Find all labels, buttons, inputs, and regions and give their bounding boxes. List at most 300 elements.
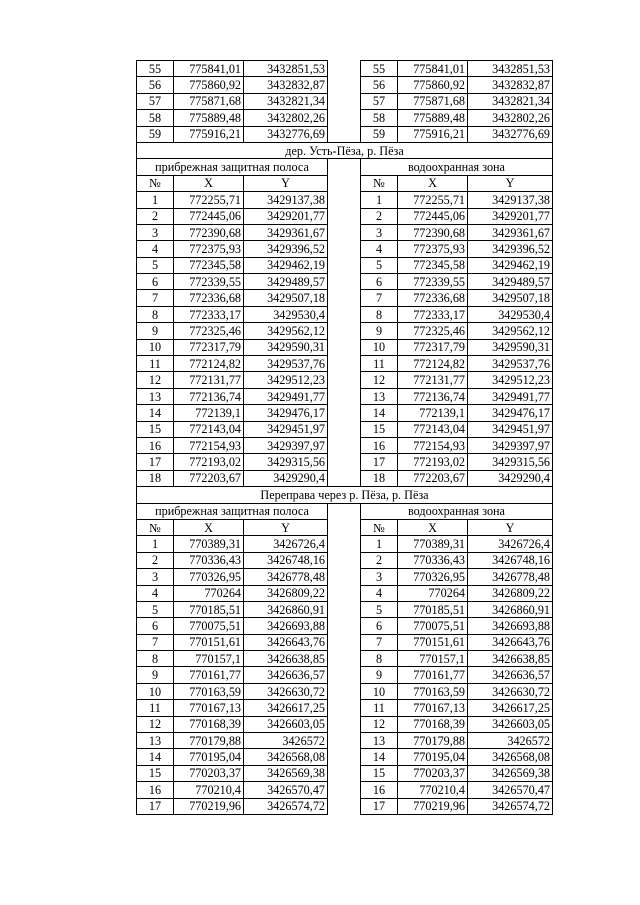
x-coordinate-cell: 770161,77 [174,667,244,683]
point-number-cell: 10 [361,683,398,699]
table-row [137,323,553,339]
x-coordinate-cell: 770264 [398,585,468,601]
y-coordinate-cell: 3429530,4 [244,306,328,322]
point-number-cell: 15 [361,765,398,781]
spacer-cell [328,716,361,732]
y-coordinate-cell: 3426638,85 [468,651,553,667]
point-number-cell: 59 [137,126,174,142]
table-row [137,552,553,568]
y-coordinate-cell: 3429315,56 [468,454,553,470]
zone-label-row [137,159,553,175]
point-number-cell: 13 [137,733,174,749]
x-coordinate-cell: 775860,92 [174,77,244,93]
x-coordinate-cell: 775841,01 [174,61,244,77]
y-coordinate-cell: 3426568,08 [468,749,553,765]
y-coordinate-cell: 3432821,34 [468,93,553,109]
y-coordinate-cell: 3432851,53 [244,61,328,77]
table-row [137,388,553,404]
y-coordinate-cell: 3429537,76 [468,356,553,372]
x-coordinate-cell: 770336,43 [398,552,468,568]
y-coordinate-cell: 3426572 [244,733,328,749]
point-number-cell: 8 [361,306,398,322]
x-coordinate-cell: 772124,82 [174,356,244,372]
section-title: дер. Усть-Пёза, р. Пёза [137,142,553,158]
y-coordinate-cell: 3426809,22 [244,585,328,601]
x-coordinate-cell: 770210,4 [174,782,244,798]
spacer-cell [328,339,361,355]
spacer-cell [328,503,361,519]
point-number-cell: 13 [137,388,174,404]
y-coordinate-cell: 3426603,05 [468,716,553,732]
protective-strip-label: прибрежная защитная полоса [137,503,328,519]
y-coordinate-cell: 3426860,91 [244,601,328,617]
point-number-cell: 6 [137,274,174,290]
table-row [137,274,553,290]
point-number-cell: 11 [361,700,398,716]
x-coordinate-cell: 770179,88 [398,733,468,749]
spacer-cell [328,159,361,175]
table-row [137,569,553,585]
x-coordinate-cell: 772339,55 [174,274,244,290]
column-header-row [137,175,553,191]
column-header: X [174,175,244,191]
point-number-cell: 16 [137,437,174,453]
point-number-cell: 7 [361,290,398,306]
table-row [137,536,553,552]
table-row [137,126,553,142]
x-coordinate-cell: 772255,71 [398,192,468,208]
point-number-cell: 6 [361,274,398,290]
point-number-cell: 14 [137,405,174,421]
y-coordinate-cell: 3432776,69 [468,126,553,142]
point-number-cell: 12 [137,716,174,732]
point-number-cell: 5 [137,257,174,273]
y-coordinate-cell: 3429290,4 [244,470,328,486]
x-coordinate-cell: 775889,48 [398,110,468,126]
y-coordinate-cell: 3426693,88 [244,618,328,634]
y-coordinate-cell: 3426636,57 [468,667,553,683]
point-number-cell: 1 [137,192,174,208]
spacer-cell [328,601,361,617]
x-coordinate-cell: 770203,37 [174,765,244,781]
x-coordinate-cell: 772317,79 [398,339,468,355]
y-coordinate-cell: 3426568,08 [244,749,328,765]
point-number-cell: 12 [361,716,398,732]
point-number-cell: 17 [361,454,398,470]
x-coordinate-cell: 775916,21 [398,126,468,142]
y-coordinate-cell: 3426643,76 [468,634,553,650]
spacer-cell [328,519,361,535]
spacer-cell [328,405,361,421]
y-coordinate-cell: 3429590,31 [468,339,553,355]
point-number-cell: 11 [137,700,174,716]
point-number-cell: 55 [137,61,174,77]
table-row [137,192,553,208]
column-header: № [137,519,174,535]
spacer-cell [328,126,361,142]
y-coordinate-cell: 3429290,4 [468,470,553,486]
x-coordinate-cell: 770336,43 [174,552,244,568]
x-coordinate-cell: 770203,37 [398,765,468,781]
point-number-cell: 18 [137,470,174,486]
x-coordinate-cell: 772390,68 [398,224,468,240]
spacer-cell [328,61,361,77]
y-coordinate-cell: 3429201,77 [244,208,328,224]
point-number-cell: 17 [137,798,174,814]
point-number-cell: 18 [361,470,398,486]
point-number-cell: 4 [361,241,398,257]
spacer-cell [328,388,361,404]
x-coordinate-cell: 770179,88 [174,733,244,749]
point-number-cell: 2 [137,552,174,568]
section-title: Переправа через р. Пёза, р. Пёза [137,487,553,503]
y-coordinate-cell: 3429397,97 [244,437,328,453]
table-row [137,110,553,126]
x-coordinate-cell: 770167,13 [174,700,244,716]
y-coordinate-cell: 3429562,12 [468,323,553,339]
y-coordinate-cell: 3429537,76 [244,356,328,372]
x-coordinate-cell: 772154,93 [398,437,468,453]
y-coordinate-cell: 3429201,77 [468,208,553,224]
point-number-cell: 55 [361,61,398,77]
y-coordinate-cell: 3429491,77 [244,388,328,404]
x-coordinate-cell: 772375,93 [174,241,244,257]
spacer-cell [328,192,361,208]
point-number-cell: 15 [137,421,174,437]
x-coordinate-cell: 770157,1 [398,651,468,667]
point-number-cell: 8 [361,651,398,667]
spacer-cell [328,733,361,749]
spacer-cell [328,470,361,486]
spacer-cell [328,634,361,650]
column-header: Y [244,175,328,191]
spacer-cell [328,356,361,372]
spacer-cell [328,651,361,667]
point-number-cell: 6 [137,618,174,634]
spacer-cell [328,569,361,585]
spacer-cell [328,274,361,290]
y-coordinate-cell: 3429137,38 [468,192,553,208]
x-coordinate-cell: 770326,95 [398,569,468,585]
y-coordinate-cell: 3426570,47 [244,782,328,798]
y-coordinate-cell: 3426603,05 [244,716,328,732]
point-number-cell: 3 [361,224,398,240]
point-number-cell: 1 [361,192,398,208]
zone-label-row [137,503,553,519]
point-number-cell: 7 [361,634,398,650]
y-coordinate-cell: 3429137,38 [244,192,328,208]
spacer-cell [328,110,361,126]
point-number-cell: 4 [361,585,398,601]
table-row [137,798,553,814]
x-coordinate-cell: 772154,93 [174,437,244,453]
y-coordinate-cell: 3426570,47 [468,782,553,798]
y-coordinate-cell: 3429361,67 [244,224,328,240]
spacer-cell [328,765,361,781]
table-row [137,700,553,716]
y-coordinate-cell: 3429491,77 [468,388,553,404]
point-number-cell: 58 [137,110,174,126]
y-coordinate-cell: 3426574,72 [244,798,328,814]
point-number-cell: 13 [361,388,398,404]
x-coordinate-cell: 775841,01 [398,61,468,77]
protective-strip-label: прибрежная защитная полоса [137,159,328,175]
table-row [137,356,553,372]
x-coordinate-cell: 772339,55 [398,274,468,290]
table-row [137,437,553,453]
x-coordinate-cell: 772345,58 [398,257,468,273]
point-number-cell: 9 [361,323,398,339]
point-number-cell: 7 [137,290,174,306]
y-coordinate-cell: 3429512,23 [244,372,328,388]
x-coordinate-cell: 772375,93 [398,241,468,257]
y-coordinate-cell: 3429476,17 [468,405,553,421]
spacer-cell [328,552,361,568]
x-coordinate-cell: 772336,68 [398,290,468,306]
x-coordinate-cell: 775889,48 [174,110,244,126]
section-title-row [137,487,553,503]
y-coordinate-cell: 3429451,97 [468,421,553,437]
spacer-cell [328,224,361,240]
table-row [137,716,553,732]
y-coordinate-cell: 3426726,4 [468,536,553,552]
x-coordinate-cell: 772336,68 [174,290,244,306]
y-coordinate-cell: 3426860,91 [468,601,553,617]
spacer-cell [328,700,361,716]
point-number-cell: 56 [361,77,398,93]
x-coordinate-cell: 770195,04 [174,749,244,765]
y-coordinate-cell: 3429315,56 [244,454,328,470]
point-number-cell: 10 [361,339,398,355]
y-coordinate-cell: 3429489,57 [244,274,328,290]
column-header: X [398,175,468,191]
y-coordinate-cell: 3426617,25 [244,700,328,716]
x-coordinate-cell: 772193,02 [398,454,468,470]
x-coordinate-cell: 770185,51 [174,601,244,617]
y-coordinate-cell: 3426617,25 [468,700,553,716]
x-coordinate-cell: 770161,77 [398,667,468,683]
table-row [137,454,553,470]
x-coordinate-cell: 772390,68 [174,224,244,240]
y-coordinate-cell: 3429530,4 [468,306,553,322]
point-number-cell: 12 [137,372,174,388]
x-coordinate-cell: 772333,17 [174,306,244,322]
x-coordinate-cell: 770151,61 [398,634,468,650]
y-coordinate-cell: 3426726,4 [244,536,328,552]
table-row [137,405,553,421]
point-number-cell: 6 [361,618,398,634]
x-coordinate-cell: 770389,31 [398,536,468,552]
y-coordinate-cell: 3426778,48 [468,569,553,585]
point-number-cell: 14 [361,749,398,765]
table-row [137,618,553,634]
spacer-cell [328,437,361,453]
x-coordinate-cell: 772203,67 [174,470,244,486]
spacer-cell [328,77,361,93]
y-coordinate-cell: 3432802,26 [244,110,328,126]
y-coordinate-cell: 3426693,88 [468,618,553,634]
y-coordinate-cell: 3429462,19 [468,257,553,273]
spacer-cell [328,372,361,388]
y-coordinate-cell: 3429562,12 [244,323,328,339]
column-header: Y [244,519,328,535]
x-coordinate-cell: 772345,58 [174,257,244,273]
spacer-cell [328,306,361,322]
point-number-cell: 5 [137,601,174,617]
spacer-cell [328,618,361,634]
point-number-cell: 14 [361,405,398,421]
x-coordinate-cell: 775860,92 [398,77,468,93]
y-coordinate-cell: 3429451,97 [244,421,328,437]
coordinates-table [136,60,553,815]
point-number-cell: 9 [137,323,174,339]
y-coordinate-cell: 3432821,34 [244,93,328,109]
x-coordinate-cell: 770075,51 [398,618,468,634]
point-number-cell: 16 [361,782,398,798]
x-coordinate-cell: 772445,06 [398,208,468,224]
point-number-cell: 3 [361,569,398,585]
point-number-cell: 5 [361,601,398,617]
y-coordinate-cell: 3426630,72 [468,683,553,699]
y-coordinate-cell: 3429489,57 [468,274,553,290]
spacer-cell [328,683,361,699]
x-coordinate-cell: 770195,04 [398,749,468,765]
spacer-cell [328,257,361,273]
x-coordinate-cell: 770075,51 [174,618,244,634]
y-coordinate-cell: 3429397,97 [468,437,553,453]
column-header: Y [468,519,553,535]
point-number-cell: 9 [137,667,174,683]
spacer-cell [328,782,361,798]
x-coordinate-cell: 770168,39 [398,716,468,732]
y-coordinate-cell: 3432776,69 [244,126,328,142]
point-number-cell: 17 [361,798,398,814]
y-coordinate-cell: 3432802,26 [468,110,553,126]
point-number-cell: 1 [361,536,398,552]
y-coordinate-cell: 3429512,23 [468,372,553,388]
spacer-cell [328,290,361,306]
y-coordinate-cell: 3426569,38 [468,765,553,781]
point-number-cell: 8 [137,651,174,667]
table-row [137,93,553,109]
x-coordinate-cell: 772325,46 [398,323,468,339]
x-coordinate-cell: 772143,04 [174,421,244,437]
y-coordinate-cell: 3429462,19 [244,257,328,273]
y-coordinate-cell: 3429361,67 [468,224,553,240]
y-coordinate-cell: 3432832,87 [244,77,328,93]
x-coordinate-cell: 772131,77 [174,372,244,388]
spacer-cell [328,667,361,683]
point-number-cell: 57 [137,93,174,109]
column-header: № [361,519,398,535]
column-header: № [361,175,398,191]
water-protection-zone-label: водоохранная зона [361,159,553,175]
point-number-cell: 14 [137,749,174,765]
point-number-cell: 4 [137,585,174,601]
table-row [137,224,553,240]
point-number-cell: 57 [361,93,398,109]
spacer-cell [328,749,361,765]
x-coordinate-cell: 770210,4 [398,782,468,798]
y-coordinate-cell: 3426574,72 [468,798,553,814]
x-coordinate-cell: 772317,79 [174,339,244,355]
spacer-cell [328,585,361,601]
table-row [137,782,553,798]
y-coordinate-cell: 3432832,87 [468,77,553,93]
point-number-cell: 2 [361,552,398,568]
x-coordinate-cell: 770163,59 [174,683,244,699]
column-header-row [137,519,553,535]
spacer-cell [328,93,361,109]
y-coordinate-cell: 3429507,18 [244,290,328,306]
table-row [137,667,553,683]
y-coordinate-cell: 3429476,17 [244,405,328,421]
point-number-cell: 15 [361,421,398,437]
table-row [137,765,553,781]
point-number-cell: 8 [137,306,174,322]
table-row [137,634,553,650]
spacer-cell [328,536,361,552]
y-coordinate-cell: 3432851,53 [468,61,553,77]
column-header: X [398,519,468,535]
point-number-cell: 17 [137,454,174,470]
point-number-cell: 2 [137,208,174,224]
x-coordinate-cell: 772136,74 [174,388,244,404]
x-coordinate-cell: 772139,1 [398,405,468,421]
x-coordinate-cell: 772131,77 [398,372,468,388]
point-number-cell: 11 [361,356,398,372]
x-coordinate-cell: 772203,67 [398,470,468,486]
point-number-cell: 2 [361,208,398,224]
point-number-cell: 7 [137,634,174,650]
x-coordinate-cell: 770389,31 [174,536,244,552]
table-row [137,208,553,224]
x-coordinate-cell: 772124,82 [398,356,468,372]
point-number-cell: 58 [361,110,398,126]
x-coordinate-cell: 775871,68 [174,93,244,109]
table-row [137,372,553,388]
point-number-cell: 56 [137,77,174,93]
x-coordinate-cell: 770163,59 [398,683,468,699]
spacer-cell [328,208,361,224]
y-coordinate-cell: 3429590,31 [244,339,328,355]
x-coordinate-cell: 772445,06 [174,208,244,224]
x-coordinate-cell: 772136,74 [398,388,468,404]
y-coordinate-cell: 3426748,16 [244,552,328,568]
x-coordinate-cell: 775871,68 [398,93,468,109]
x-coordinate-cell: 775916,21 [174,126,244,142]
point-number-cell: 3 [137,224,174,240]
y-coordinate-cell: 3426638,85 [244,651,328,667]
spacer-cell [328,241,361,257]
table-row [137,601,553,617]
table-row [137,306,553,322]
table-row [137,470,553,486]
point-number-cell: 16 [361,437,398,453]
x-coordinate-cell: 772143,04 [398,421,468,437]
point-number-cell: 59 [361,126,398,142]
column-header: X [174,519,244,535]
y-coordinate-cell: 3426630,72 [244,683,328,699]
point-number-cell: 10 [137,683,174,699]
x-coordinate-cell: 772255,71 [174,192,244,208]
y-coordinate-cell: 3429396,52 [468,241,553,257]
x-coordinate-cell: 770185,51 [398,601,468,617]
table-row [137,585,553,601]
table-row [137,651,553,667]
y-coordinate-cell: 3426809,22 [468,585,553,601]
x-coordinate-cell: 770219,96 [174,798,244,814]
